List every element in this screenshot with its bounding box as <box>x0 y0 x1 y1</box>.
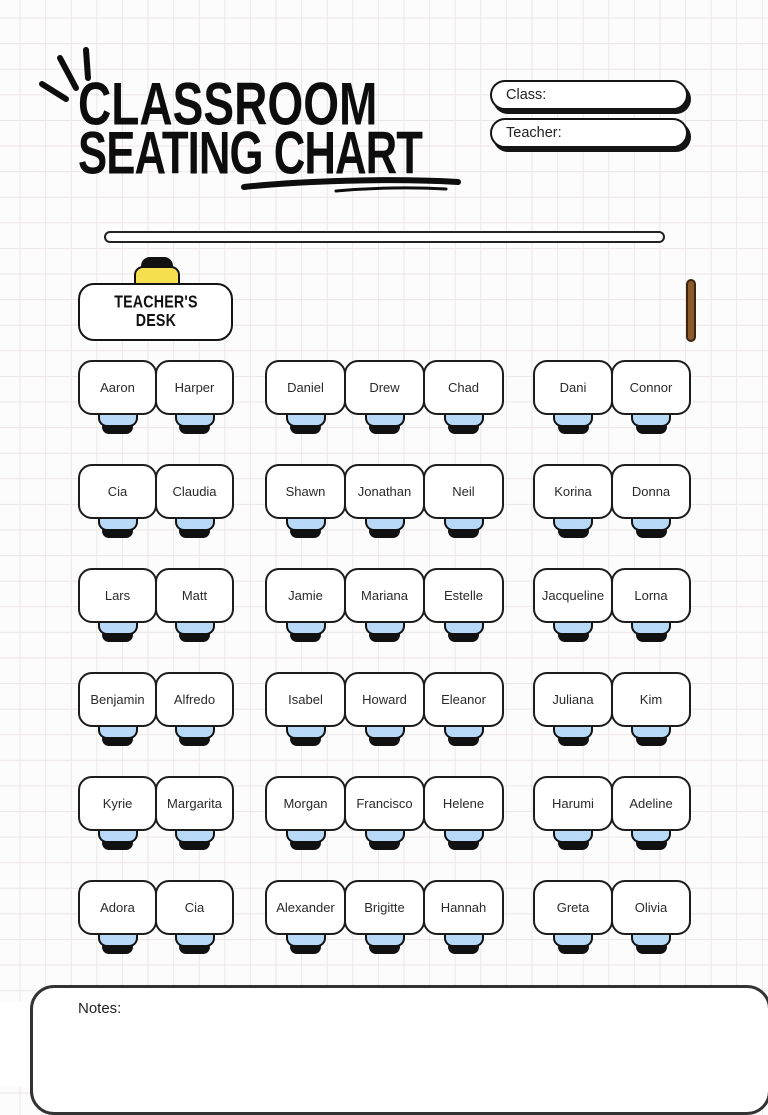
student-chair-icon <box>365 828 405 850</box>
student-desk[interactable] <box>78 672 157 727</box>
student-desk[interactable] <box>265 776 346 831</box>
student-name: Estelle <box>443 588 484 603</box>
seat <box>155 568 234 642</box>
seat <box>265 568 346 642</box>
chair-seat <box>290 529 321 538</box>
student-desk[interactable] <box>611 360 691 415</box>
student-desk[interactable] <box>533 672 613 727</box>
student-desk[interactable] <box>344 568 425 623</box>
seat-group <box>533 360 691 434</box>
seat-group <box>265 880 504 954</box>
seat <box>423 464 504 538</box>
student-desk[interactable] <box>155 672 234 727</box>
chair-seat <box>102 945 133 954</box>
chair-seat <box>636 841 667 850</box>
student-name: Donna <box>631 484 671 499</box>
student-name: Isabel <box>288 692 323 707</box>
seat <box>155 672 234 746</box>
seat-row <box>0 672 768 756</box>
student-chair-icon <box>631 412 671 434</box>
student-name: Matt <box>181 588 208 603</box>
chair-seat <box>369 737 400 746</box>
student-name: Greta <box>556 900 590 915</box>
student-desk[interactable] <box>78 776 157 831</box>
student-desk[interactable] <box>155 776 234 831</box>
seat <box>265 464 346 538</box>
seat-group <box>78 568 234 642</box>
student-desk[interactable] <box>265 464 346 519</box>
seat <box>423 568 504 642</box>
chair-seat <box>102 737 133 746</box>
seat <box>265 880 346 954</box>
student-chair-icon <box>365 724 405 746</box>
seat <box>344 672 425 746</box>
student-chair-icon <box>631 828 671 850</box>
seat <box>155 880 234 954</box>
student-chair-icon <box>98 724 138 746</box>
student-name: Jonathan <box>357 484 412 499</box>
student-chair-icon <box>553 932 593 954</box>
seat <box>611 776 691 850</box>
student-chair-icon <box>553 516 593 538</box>
seat <box>78 672 157 746</box>
student-name: Connor <box>629 380 673 395</box>
student-chair-icon <box>286 620 326 642</box>
student-chair-icon <box>98 828 138 850</box>
student-desk[interactable] <box>265 880 346 935</box>
student-desk[interactable] <box>611 672 691 727</box>
seat <box>611 880 691 954</box>
student-name: Cia <box>184 900 205 915</box>
student-chair-icon <box>631 516 671 538</box>
chair-seat <box>179 633 210 642</box>
pencil-icon <box>686 279 696 342</box>
chair-seat <box>448 737 479 746</box>
chair-seat <box>369 633 400 642</box>
seat <box>423 776 504 850</box>
student-chair-icon <box>175 620 215 642</box>
page-title <box>78 69 448 187</box>
seat-row <box>0 880 768 964</box>
student-chair-icon <box>175 516 215 538</box>
student-name: Kim <box>639 692 663 707</box>
student-chair-icon <box>444 724 484 746</box>
student-chair-icon <box>553 828 593 850</box>
chair-seat <box>636 425 667 434</box>
student-chair-icon <box>286 724 326 746</box>
seat-group <box>265 464 504 538</box>
chair-seat <box>636 633 667 642</box>
chair-seat <box>102 841 133 850</box>
seat-group <box>533 464 691 538</box>
student-chair-icon <box>444 620 484 642</box>
seat <box>423 360 504 434</box>
seat <box>533 568 613 642</box>
seat-group <box>533 880 691 954</box>
student-name: Jamie <box>288 588 323 603</box>
chair-seat <box>290 945 321 954</box>
seat-group <box>78 672 234 746</box>
seat <box>533 880 613 954</box>
student-desk[interactable] <box>344 672 425 727</box>
seat <box>78 360 157 434</box>
chair-seat <box>558 425 589 434</box>
student-desk[interactable] <box>423 672 504 727</box>
seat <box>265 776 346 850</box>
student-desk[interactable] <box>423 464 504 519</box>
student-name: Benjamin <box>90 692 145 707</box>
seat-group <box>265 360 504 434</box>
chair-seat <box>636 529 667 538</box>
teacher-desk-line-2: DESK <box>135 310 176 331</box>
student-chair-icon <box>553 724 593 746</box>
student-name: Daniel <box>287 380 324 395</box>
chair-seat <box>558 737 589 746</box>
seat-group <box>78 360 234 434</box>
seat <box>611 360 691 434</box>
student-name: Harper <box>174 380 215 395</box>
seat-group <box>533 672 691 746</box>
student-desk[interactable] <box>265 568 346 623</box>
student-name: Kyrie <box>102 796 133 811</box>
student-desk[interactable] <box>344 776 425 831</box>
student-chair-icon <box>444 932 484 954</box>
chair-seat <box>179 737 210 746</box>
student-desk[interactable] <box>344 880 425 935</box>
seat <box>344 360 425 434</box>
student-chair-icon <box>98 620 138 642</box>
title-line-2: SEATING CHART <box>78 118 423 187</box>
student-chair-icon <box>553 620 593 642</box>
seat <box>78 880 157 954</box>
title-line-1: CLASSROOM <box>78 69 378 138</box>
chair-seat <box>448 841 479 850</box>
seat <box>78 776 157 850</box>
chair-seat <box>369 841 400 850</box>
seat-row <box>0 464 768 548</box>
teacher-field[interactable] <box>490 118 688 148</box>
student-chair-icon <box>444 412 484 434</box>
seat <box>265 360 346 434</box>
seat <box>611 464 691 538</box>
student-chair-icon <box>98 932 138 954</box>
chair-seat <box>448 633 479 642</box>
seat-row <box>0 360 768 444</box>
student-name: Alfredo <box>173 692 216 707</box>
chair-seat <box>448 425 479 434</box>
chair-seat <box>102 425 133 434</box>
student-name: Aaron <box>100 380 135 395</box>
student-desk[interactable] <box>611 776 691 831</box>
student-desk[interactable] <box>78 568 157 623</box>
student-chair-icon <box>286 932 326 954</box>
seat-row <box>0 776 768 860</box>
student-desk[interactable] <box>265 360 346 415</box>
student-name: Shawn <box>285 484 326 499</box>
student-desk[interactable] <box>611 568 691 623</box>
student-chair-icon <box>631 620 671 642</box>
student-chair-icon <box>631 724 671 746</box>
student-desk[interactable] <box>78 360 157 415</box>
student-desk[interactable] <box>78 464 157 519</box>
chair-seat <box>636 737 667 746</box>
student-name: Eleanor <box>441 692 486 707</box>
seat-group <box>533 776 691 850</box>
seat-group <box>533 568 691 642</box>
student-name: Adora <box>100 900 135 915</box>
seat-group <box>265 568 504 642</box>
student-name: Helene <box>442 796 485 811</box>
seat-row <box>0 568 768 652</box>
chair-seat <box>448 945 479 954</box>
seat <box>533 464 613 538</box>
notes-area[interactable] <box>30 985 768 1115</box>
chair-seat <box>290 633 321 642</box>
seat <box>78 568 157 642</box>
student-name: Lars <box>104 588 131 603</box>
chair-seat <box>102 633 133 642</box>
student-name: Cia <box>107 484 128 499</box>
student-name: Korina <box>554 484 592 499</box>
student-name: Alexander <box>276 900 335 915</box>
student-chair-icon <box>175 412 215 434</box>
student-desk[interactable] <box>78 880 157 935</box>
seat <box>155 360 234 434</box>
student-chair-icon <box>98 516 138 538</box>
student-desk[interactable] <box>423 880 504 935</box>
student-name: Hannah <box>440 900 487 915</box>
student-chair-icon <box>98 412 138 434</box>
student-name: Brigitte <box>364 900 405 915</box>
seat-group <box>265 672 504 746</box>
student-name: Drew <box>369 380 400 395</box>
seat-group <box>78 776 234 850</box>
chair-seat <box>179 425 210 434</box>
seat <box>533 672 613 746</box>
chair-seat <box>369 425 400 434</box>
student-name: Olivia <box>634 900 668 915</box>
student-name: Mariana <box>361 588 408 603</box>
student-desk[interactable] <box>344 360 425 415</box>
whiteboard-bar <box>104 231 665 243</box>
student-name: Francisco <box>356 796 413 811</box>
student-desk[interactable] <box>611 880 691 935</box>
student-chair-icon <box>175 828 215 850</box>
seat <box>423 672 504 746</box>
student-desk[interactable] <box>155 568 234 623</box>
seat <box>78 464 157 538</box>
student-desk[interactable] <box>533 568 613 623</box>
student-name: Howard <box>362 692 407 707</box>
student-desk[interactable] <box>155 360 234 415</box>
class-field[interactable] <box>490 80 688 110</box>
chair-seat <box>290 737 321 746</box>
chair-seat <box>636 945 667 954</box>
notes-label: Notes: <box>78 1000 122 1017</box>
teacher-desk <box>78 283 233 341</box>
student-desk[interactable] <box>344 464 425 519</box>
class-field-label: Class: <box>506 87 547 103</box>
student-name: Harumi <box>552 796 594 811</box>
student-chair-icon <box>365 516 405 538</box>
chair-seat <box>179 945 210 954</box>
chair-seat <box>179 841 210 850</box>
seat <box>265 672 346 746</box>
chair-seat <box>448 529 479 538</box>
student-desk[interactable] <box>155 880 234 935</box>
student-name: Chad <box>447 380 480 395</box>
student-desk[interactable] <box>423 360 504 415</box>
seat <box>533 776 613 850</box>
student-chair-icon <box>286 412 326 434</box>
seat <box>611 672 691 746</box>
seat <box>155 776 234 850</box>
student-name: Claudia <box>172 484 217 499</box>
seat <box>344 568 425 642</box>
student-chair-icon <box>365 932 405 954</box>
student-chair-icon <box>286 516 326 538</box>
seat-group <box>78 464 234 538</box>
chair-seat <box>558 945 589 954</box>
chair-seat <box>179 529 210 538</box>
student-desk[interactable] <box>533 880 613 935</box>
student-chair-icon <box>175 932 215 954</box>
seat <box>423 880 504 954</box>
seat-group <box>78 880 234 954</box>
chair-seat <box>369 529 400 538</box>
student-desk[interactable] <box>533 776 613 831</box>
student-name: Juliana <box>552 692 594 707</box>
teacher-field-label: Teacher: <box>506 125 562 141</box>
student-name: Lorna <box>634 588 668 603</box>
teacher-desk-line-1: TEACHER'S <box>113 292 198 312</box>
student-desk[interactable] <box>533 464 613 519</box>
student-desk[interactable] <box>611 464 691 519</box>
chair-seat <box>290 841 321 850</box>
student-chair-icon <box>365 412 405 434</box>
student-chair-icon <box>175 724 215 746</box>
student-desk[interactable] <box>423 776 504 831</box>
seat <box>344 776 425 850</box>
chair-seat <box>558 633 589 642</box>
student-name: Jacqueline <box>541 588 605 603</box>
chair-seat <box>290 425 321 434</box>
seat <box>155 464 234 538</box>
student-name: Morgan <box>283 796 328 811</box>
student-name: Margarita <box>167 796 222 811</box>
student-chair-icon <box>365 620 405 642</box>
student-name: Dani <box>559 380 587 395</box>
class-field-value[interactable] <box>546 82 686 108</box>
student-name: Adeline <box>629 796 673 811</box>
seat <box>611 568 691 642</box>
student-desk[interactable] <box>155 464 234 519</box>
title-underline <box>240 176 466 194</box>
student-chair-icon <box>286 828 326 850</box>
chair-seat <box>369 945 400 954</box>
student-name: Neil <box>452 484 475 499</box>
seat <box>533 360 613 434</box>
seat <box>344 464 425 538</box>
chair-seat <box>102 529 133 538</box>
student-desk[interactable] <box>423 568 504 623</box>
chair-seat <box>558 529 589 538</box>
seat <box>344 880 425 954</box>
teacher-desk-label <box>114 294 197 331</box>
teacher-field-value[interactable] <box>562 120 686 146</box>
student-chair-icon <box>444 828 484 850</box>
chair-seat <box>558 841 589 850</box>
student-chair-icon <box>553 412 593 434</box>
student-chair-icon <box>444 516 484 538</box>
student-desk[interactable] <box>533 360 613 415</box>
student-chair-icon <box>631 932 671 954</box>
seat-group <box>265 776 504 850</box>
student-desk[interactable] <box>265 672 346 727</box>
